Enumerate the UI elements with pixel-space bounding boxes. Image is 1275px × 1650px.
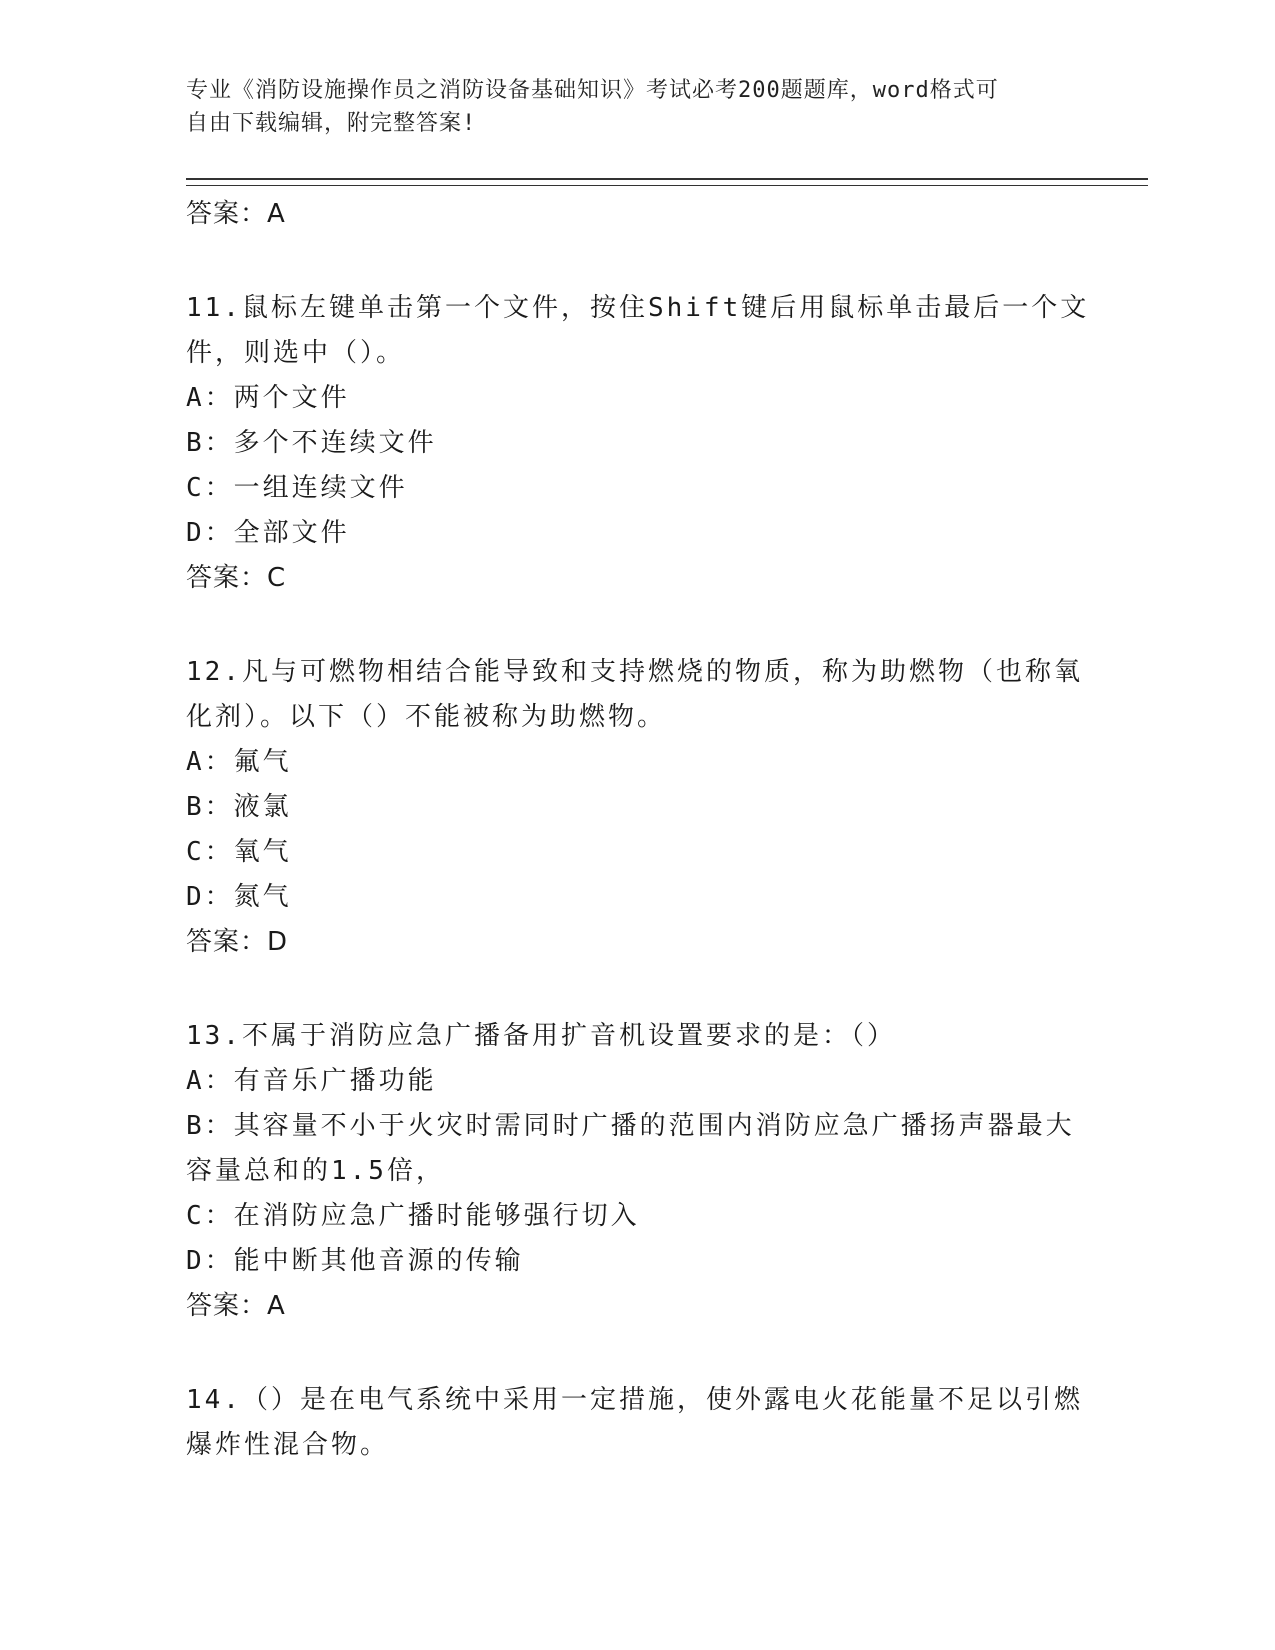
option-c: C：氧气: [186, 837, 292, 867]
question-11: [186, 286, 1090, 601]
option-b: B：液氯: [186, 792, 292, 822]
question-13: [186, 1014, 1086, 1329]
question-12: [186, 650, 1086, 965]
option-b: B：其容量不小于火灾时需同时广播的范围内消防应急广播扬声器最大: [186, 1111, 1075, 1141]
option-a: A：两个文件: [186, 383, 350, 413]
question-stem: 13.不属于消防应急广播备用扩音机设置要求的是：（）: [186, 1021, 896, 1051]
question-list: [186, 192, 1090, 1468]
question-14: [186, 1378, 1086, 1468]
spacer: [186, 601, 1086, 650]
header-divider: [186, 178, 1148, 186]
spacer: [186, 237, 1086, 286]
answer: 答案：D: [186, 927, 289, 957]
option-c: C：在消防应急广播时能够强行切入: [186, 1201, 640, 1231]
answer: 答案：A: [186, 1291, 286, 1321]
header-line-2: 自由下载编辑，附完整答案!: [186, 111, 477, 136]
question-stem: 爆炸性混合物。: [186, 1430, 390, 1460]
option-d: D：能中断其他音源的传输: [186, 1246, 524, 1276]
option-b: B：多个不连续文件: [186, 428, 437, 458]
option-a: A：有音乐广播功能: [186, 1066, 437, 1096]
question-stem: 12.凡与可燃物相结合能导致和支持燃烧的物质，称为助燃物（也称氧: [186, 657, 1083, 687]
question-stem: 11.鼠标左键单击第一个文件，按住Shift键后用鼠标单击最后一个文: [186, 293, 1090, 323]
answer: 答案：C: [186, 563, 287, 593]
question-stem: 化剂）。以下（）不能被称为助燃物。: [186, 702, 667, 732]
option-b-continued: 容量总和的1.5倍，: [186, 1156, 445, 1186]
spacer: [186, 1329, 1086, 1378]
option-a: A：氟气: [186, 747, 292, 777]
option-d: D：全部文件: [186, 518, 350, 548]
question-stem: 件，则选中（）。: [186, 338, 406, 368]
header-line-1: 专业《消防设施操作员之消防设备基础知识》考试必考200题题库，word格式可: [186, 78, 999, 103]
document-header: [186, 74, 1086, 140]
option-d: D：氮气: [186, 882, 292, 912]
previous-answer: 答案：A: [186, 199, 286, 229]
option-c: C：一组连续文件: [186, 473, 408, 503]
spacer: [186, 965, 1086, 1014]
question-stem: 14.（）是在电气系统中采用一定措施，使外露电火花能量不足以引燃: [186, 1385, 1083, 1415]
